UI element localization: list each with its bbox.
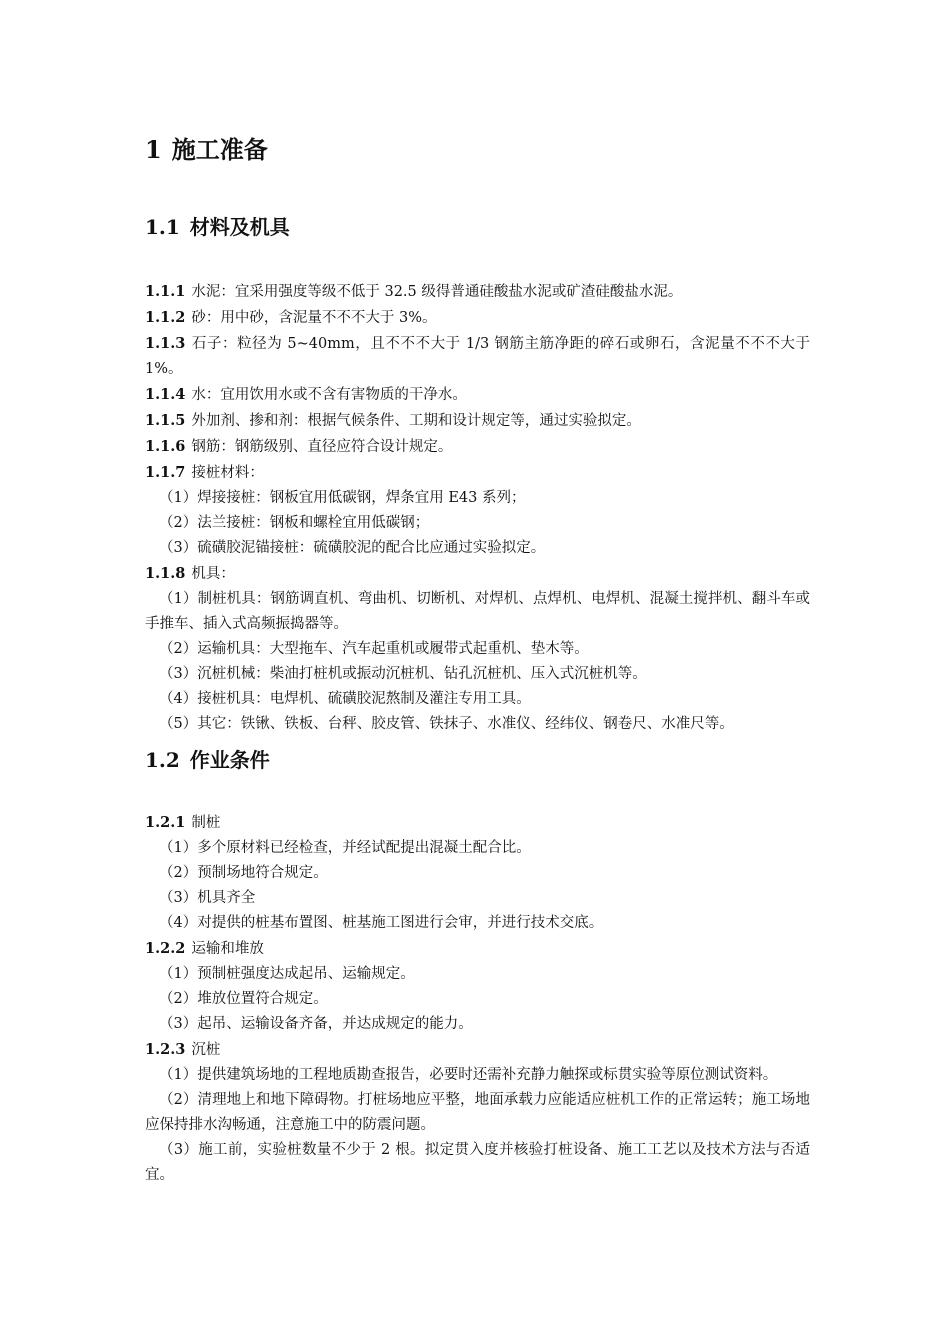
clause-1-2-1 (145, 810, 810, 836)
clause-1-1-1 (145, 279, 810, 305)
clause-number: 1.2.1 (145, 814, 186, 831)
list-item: （3）硫磺胶泥锚接桩：硫磺胶泥的配合比应通过实验拟定。 (159, 540, 546, 556)
list-item: （2）法兰接桩：钢板和螺栓宜用低碳钢； (159, 515, 430, 531)
list-item: （1）多个原材料已经检查，并经试配提出混凝土配合比。 (159, 840, 531, 856)
clause-number: 1.1.8 (145, 565, 186, 582)
list-item: （1）提供建筑场地的工程地质勘查报告，必要时还需补充静力触探或标贯实验等原位测试资料。 (159, 1067, 778, 1083)
section-1-2-body (145, 810, 810, 1188)
clause-text: 制桩 (191, 815, 221, 831)
clause-1-1-8 (145, 561, 810, 587)
list-item: （1）焊接接桩：钢板宜用低碳钢，焊条宜用 E43 系列； (159, 490, 526, 506)
clause-text: 沉桩 (191, 1042, 221, 1058)
clause-number: 1.1.6 (145, 438, 186, 455)
chapter-title (145, 132, 268, 168)
clause-text: 接桩材料： (191, 465, 264, 481)
clause-1-1-6 (145, 434, 810, 460)
section-number: 1.1 (145, 215, 180, 239)
list-item: （2）清理地上和地下障碍物。打桩场地应平整，地面承载力应能适应桩机工作的正常运转；施工场地应保持排水沟畅通，注意施工中的防震问题。 (145, 1092, 810, 1133)
clause-text: 水泥：宜采用强度等级不低于 32.5 级得普通硅酸盐水泥或矿渣硅酸盐水泥。 (191, 284, 683, 300)
section-title: 作业条件 (189, 748, 270, 772)
clause-1-1-2 (145, 305, 810, 331)
clause-text: 水：宜用饮用水或不含有害物质的干净水。 (191, 387, 467, 403)
clause-number: 1.1.5 (145, 412, 186, 429)
clause-number: 1.1.4 (145, 386, 186, 403)
list-item: （3）机具齐全 (159, 890, 256, 906)
list-item: （3）起吊、运输设备齐备，并达成规定的能力。 (159, 1016, 473, 1032)
list-item: （3）沉桩机械：柴油打桩机或振动沉桩机、钻孔沉桩机、压入式沉桩机等。 (159, 666, 647, 682)
clause-1-2-3 (145, 1037, 810, 1063)
section-heading-1-1 (145, 212, 290, 242)
section-1-1-body (145, 279, 810, 737)
clause-number: 1.1.2 (145, 309, 186, 326)
section-title: 材料及机具 (189, 215, 290, 239)
section-heading-1-2 (145, 745, 270, 775)
clause-number: 1.1.7 (145, 464, 186, 481)
clause-text: 钢筋：钢筋级别、直径应符合设计规定。 (191, 439, 453, 455)
list-item: （1）预制桩强度达成起吊、运输规定。 (159, 966, 415, 982)
list-item: （2）堆放位置符合规定。 (159, 991, 328, 1007)
list-item: （1）制桩机具：钢筋调直机、弯曲机、切断机、对焊机、点焊机、电焊机、混凝土搅拌机、翻斗车或手推车、插入式高频振捣器等。 (145, 591, 810, 632)
list-item: （4）接桩机具：电焊机、硫磺胶泥熬制及灌注专用工具。 (159, 691, 531, 707)
list-item: （4）对提供的桩基布置图、桩基施工图进行会审，并进行技术交底。 (159, 915, 604, 931)
chapter-number: 1 (145, 135, 162, 164)
clause-1-1-3 (145, 331, 810, 382)
section-number: 1.2 (145, 748, 180, 772)
list-item: （2）运输机具：大型拖车、汽车起重机或履带式起重机、垫木等。 (159, 641, 589, 657)
clause-1-1-5 (145, 408, 810, 434)
clause-text: 机具： (191, 566, 235, 582)
clause-text: 运输和堆放 (191, 941, 264, 957)
list-item: （2）预制场地符合规定。 (159, 865, 328, 881)
clause-1-1-7 (145, 460, 810, 486)
clause-text: 砂：用中砂，含泥量不不不大于 3%。 (191, 310, 437, 326)
clause-number: 1.1.3 (145, 335, 186, 352)
clause-number: 1.1.1 (145, 283, 186, 300)
clause-text: 外加剂、掺和剂：根据气候条件、工期和设计规定等，通过实验拟定。 (191, 413, 641, 429)
clause-text: 石子：粒径为 5~40mm，且不不不大于 1/3 钢筋主筋净距的碎石或卵石，含泥量不不不大于 1%。 (145, 336, 810, 377)
list-item: （3）施工前，实验桩数量不少于 2 根。拟定贯入度并核验打桩设备、施工工艺以及技术方法与否适宜。 (145, 1142, 810, 1183)
list-item: （5）其它：铁锹、铁板、台秤、胶皮管、铁抹子、水准仪、经纬仪、钢卷尺、水准尺等。 (159, 716, 734, 732)
clause-1-1-4 (145, 382, 810, 408)
clause-number: 1.2.3 (145, 1041, 186, 1058)
clause-1-2-2 (145, 936, 810, 962)
clause-number: 1.2.2 (145, 940, 186, 957)
chapter-title-text: 施工准备 (171, 135, 268, 164)
